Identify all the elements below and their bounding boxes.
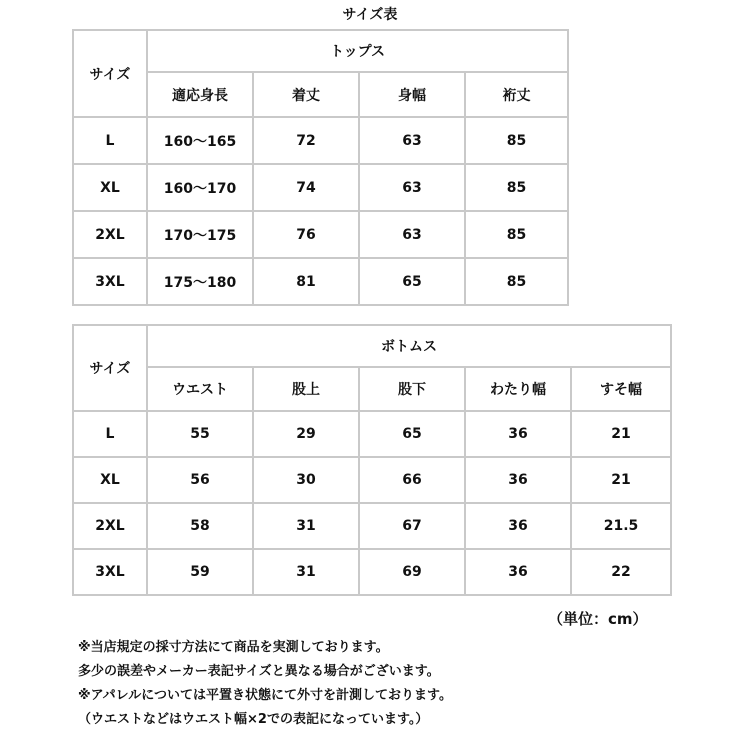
table-cell: 76 (253, 211, 359, 258)
notes-block (78, 636, 452, 732)
table-cell: 56 (147, 457, 253, 503)
table-cell: 29 (253, 411, 359, 457)
table-cell: 72 (253, 117, 359, 164)
bottoms-column-header: わたり幅 (465, 367, 571, 411)
note-line: （ウエストなどはウエスト幅×2での表記になっています。） (78, 712, 429, 727)
table-cell: 85 (465, 117, 568, 164)
size-cell: 2XL (73, 503, 147, 549)
table-row (73, 258, 568, 305)
table-row (73, 211, 568, 258)
bottoms-column-header: ウエスト (147, 367, 253, 411)
table-cell: 58 (147, 503, 253, 549)
table-cell: 66 (359, 457, 465, 503)
table-cell: 21 (571, 457, 671, 503)
table-cell: 31 (253, 549, 359, 595)
table-cell: 31 (253, 503, 359, 549)
table-cell: 36 (465, 411, 571, 457)
table-cell: 65 (359, 258, 465, 305)
unit-note: （単位：cm） (548, 610, 648, 628)
table-cell: 63 (359, 117, 465, 164)
table-cell: 85 (465, 258, 568, 305)
bottoms-size-header: サイズ (73, 325, 147, 411)
page-title: サイズ表 (342, 7, 398, 23)
note-line: ※アパレルについては平置き状態にて外寸を計測しております。 (78, 688, 452, 703)
table-row (73, 117, 568, 164)
table-cell: 65 (359, 411, 465, 457)
size-cell: 2XL (73, 211, 147, 258)
table-cell: 63 (359, 164, 465, 211)
bottoms-column-header: すそ幅 (571, 367, 671, 411)
table-cell: 59 (147, 549, 253, 595)
table-cell: 30 (253, 457, 359, 503)
table-cell: 160～170 (147, 164, 253, 211)
size-cell: 3XL (73, 549, 147, 595)
table-row (73, 457, 671, 503)
table-cell: 175～180 (147, 258, 253, 305)
table-cell: 81 (253, 258, 359, 305)
table-cell: 85 (465, 211, 568, 258)
table-row (73, 549, 671, 595)
size-cell: L (73, 117, 147, 164)
tops-column-header: 身幅 (359, 72, 465, 117)
bottoms-size-table (72, 324, 672, 596)
size-cell: XL (73, 457, 147, 503)
table-cell: 67 (359, 503, 465, 549)
table-cell: 36 (465, 549, 571, 595)
note-line: 多少の誤差やメーカー表記サイズと異なる場合がございます。 (78, 664, 440, 679)
table-cell: 74 (253, 164, 359, 211)
tops-column-header: 着丈 (253, 72, 359, 117)
note-line: ※当店規定の採寸方法にて商品を実測しております。 (78, 640, 389, 655)
table-cell: 36 (465, 457, 571, 503)
table-cell: 63 (359, 211, 465, 258)
table-cell: 21 (571, 411, 671, 457)
table-cell: 160～165 (147, 117, 253, 164)
table-row (73, 164, 568, 211)
tops-column-header: 裄丈 (465, 72, 568, 117)
size-cell: XL (73, 164, 147, 211)
size-cell: 3XL (73, 258, 147, 305)
table-cell: 55 (147, 411, 253, 457)
bottoms-group-header: ボトムス (147, 325, 671, 367)
tops-size-header: サイズ (73, 30, 147, 117)
table-cell: 69 (359, 549, 465, 595)
table-cell: 85 (465, 164, 568, 211)
table-cell: 22 (571, 549, 671, 595)
table-row (73, 411, 671, 457)
size-cell: L (73, 411, 147, 457)
table-cell: 21.5 (571, 503, 671, 549)
table-cell: 170～175 (147, 211, 253, 258)
tops-size-table (72, 29, 569, 306)
tops-group-header: トップス (147, 30, 568, 72)
bottoms-column-header: 股下 (359, 367, 465, 411)
tops-column-header: 適応身長 (147, 72, 253, 117)
table-cell: 36 (465, 503, 571, 549)
bottoms-column-header: 股上 (253, 367, 359, 411)
table-row (73, 503, 671, 549)
